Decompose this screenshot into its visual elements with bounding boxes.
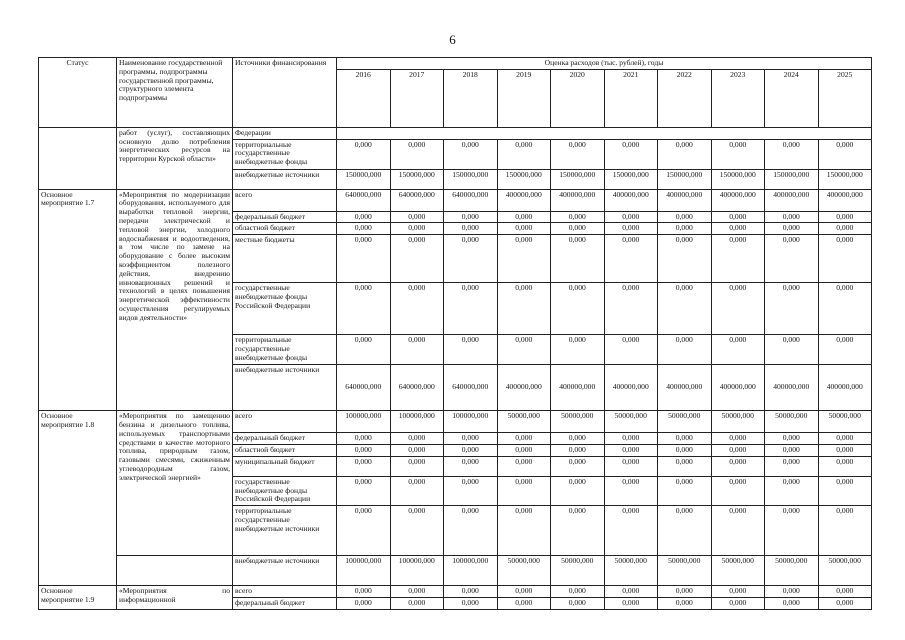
year-header: 2021 (604, 69, 658, 127)
value-cell: 400000,000 (818, 365, 872, 411)
value-cell: 0,000 (497, 223, 551, 235)
value-cell: 0,000 (711, 335, 765, 365)
source-cell: внебюджетные источники (233, 365, 337, 411)
value-cell: 0,000 (497, 476, 551, 505)
source-cell: внебюджетные источники (233, 169, 337, 189)
value-cell: 0,000 (390, 444, 444, 456)
value-cell: 0,000 (765, 223, 819, 235)
value-cell: 0,000 (497, 235, 551, 283)
value-cell: 0,000 (337, 597, 391, 609)
value-cell: 0,000 (658, 506, 712, 556)
value-cell: 100000,000 (390, 411, 444, 433)
value-cell: 0,000 (658, 476, 712, 505)
value-cell: 0,000 (765, 444, 819, 456)
value-cell: 0,000 (604, 476, 658, 505)
value-cell: 0,000 (604, 586, 658, 598)
value-cell: 50000,000 (711, 411, 765, 433)
header-estimate: Оценка расходов (тыс. рублей), годы (337, 58, 872, 70)
value-cell: 0,000 (337, 335, 391, 365)
value-cell: 0,000 (497, 433, 551, 445)
year-header: 2019 (497, 69, 551, 127)
value-cell: 640000,000 (390, 189, 444, 211)
value-cell: 0,000 (444, 456, 498, 476)
value-cell: 0,000 (444, 444, 498, 456)
value-cell: 400000,000 (711, 365, 765, 411)
value-cell: 0,000 (711, 283, 765, 335)
value-cell: 0,000 (818, 506, 872, 556)
source-cell: Федерации (233, 127, 337, 139)
year-header: 2024 (765, 69, 819, 127)
value-cell: 0,000 (551, 456, 605, 476)
source-cell: государственные внебюджетные фонды Российской Федерации (233, 283, 337, 335)
value-cell: 0,000 (497, 283, 551, 335)
header-name: Наименование государственной программы, подпрограммы государственной программы, структурного элемента подпрограммы (117, 58, 233, 128)
status-cell: Основное мероприятие 1.8 (39, 411, 117, 586)
value-cell: 0,000 (604, 506, 658, 556)
value-cell: 150000,000 (658, 169, 712, 189)
value-cell: 0,000 (444, 139, 498, 169)
value-cell: 0,000 (604, 235, 658, 283)
year-header: 2025 (818, 69, 872, 127)
source-cell: федеральный бюджет (233, 211, 337, 223)
value-cell: 0,000 (390, 586, 444, 598)
value-cell: 0,000 (497, 335, 551, 365)
value-cell: 0,000 (711, 223, 765, 235)
value-cell: 400000,000 (765, 365, 819, 411)
table-row (39, 189, 872, 211)
table-row (39, 586, 872, 598)
value-cell: 50000,000 (604, 411, 658, 433)
value-cell: 0,000 (551, 597, 605, 609)
value-cell: 0,000 (497, 597, 551, 609)
status-cell: Основное мероприятие 1.9 (39, 586, 117, 610)
value-cell: 400000,000 (658, 189, 712, 211)
measure-name: «Мероприятия по замещению бензина и дизельного топлива, используемых транспортными средствами в качестве моторного топлива, природным газом, газовыми смесями, сжиженным углеводородным газом, электрической энергией» (117, 411, 233, 556)
value-cell: 0,000 (711, 444, 765, 456)
value-cell: 0,000 (390, 335, 444, 365)
value-cell: 0,000 (711, 433, 765, 445)
year-header: 2020 (551, 69, 605, 127)
value-cell: 0,000 (551, 586, 605, 598)
value-cell: 0,000 (658, 223, 712, 235)
value-cell: 50000,000 (765, 411, 819, 433)
value-cell: 100000,000 (390, 556, 444, 586)
value-cell: 0,000 (337, 235, 391, 283)
value-cell: 0,000 (765, 335, 819, 365)
value-cell: 0,000 (444, 223, 498, 235)
value-cell: 0,000 (551, 444, 605, 456)
value-cell: 50000,000 (497, 411, 551, 433)
value-cell: 0,000 (818, 444, 872, 456)
year-header: 2017 (390, 69, 444, 127)
value-cell: 0,000 (390, 223, 444, 235)
value-cell: 0,000 (658, 335, 712, 365)
value-cell: 0,000 (658, 433, 712, 445)
value-cell: 50000,000 (711, 556, 765, 586)
status-cell: Основное мероприятие 1.7 (39, 189, 117, 411)
value-cell: 640000,000 (337, 365, 391, 411)
value-cell: 0,000 (551, 283, 605, 335)
value-cell: 50000,000 (765, 556, 819, 586)
value-cell: 50000,000 (818, 411, 872, 433)
page-number: 6 (449, 32, 456, 47)
value-cell: 400000,000 (765, 189, 819, 211)
value-cell: 0,000 (818, 335, 872, 365)
value-cell: 100000,000 (337, 556, 391, 586)
measure-name-empty (117, 556, 233, 586)
value-cell: 0,000 (337, 506, 391, 556)
value-cell: 150000,000 (765, 169, 819, 189)
value-cell: 0,000 (818, 211, 872, 223)
budget-table (38, 57, 872, 610)
value-cell: 0,000 (551, 223, 605, 235)
value-cell: 50000,000 (497, 556, 551, 586)
value-cell: 0,000 (337, 586, 391, 598)
value-cell: 0,000 (765, 433, 819, 445)
status-cell (39, 127, 117, 189)
value-cell: 0,000 (711, 506, 765, 556)
value-cell: 0,000 (818, 597, 872, 609)
source-cell: областной бюджет (233, 223, 337, 235)
value-cell: 0,000 (818, 476, 872, 505)
value-cell: 0,000 (390, 433, 444, 445)
value-cell: 400000,000 (818, 189, 872, 211)
value-cell: 50000,000 (604, 556, 658, 586)
value-cell: 0,000 (765, 597, 819, 609)
value-cell: 0,000 (711, 235, 765, 283)
value-cell: 0,000 (604, 335, 658, 365)
value-cell: 0,000 (444, 211, 498, 223)
source-cell: территориальные государственные внебюджетные фонды (233, 139, 337, 169)
table-row (39, 556, 872, 586)
table-row (39, 411, 872, 433)
value-cell: 0,000 (444, 433, 498, 445)
source-cell: всего (233, 189, 337, 211)
value-cell: 0,000 (551, 506, 605, 556)
value-cell: 0,000 (818, 235, 872, 283)
value-cell: 0,000 (337, 476, 391, 505)
value-cell: 0,000 (551, 335, 605, 365)
measure-name: «Мероприятия по модернизации оборудования, используемого для выработки тепловой энергии, передачи электрической и тепловой энергии, холодного водоснабжения и водоотведения, в том числе по замене на оборудование с более высоким коэффициентом полезного действия, внедрению инновационных решений и технологий в целях повышения энергетической эффективности осуществления регулируемых видов деятельности» (117, 189, 233, 411)
value-cell: 0,000 (444, 283, 498, 335)
value-cell: 0,000 (444, 235, 498, 283)
value-cell: 150000,000 (390, 169, 444, 189)
source-cell: территориальные государственные внебюджетные фонды (233, 335, 337, 365)
value-cell: 0,000 (711, 139, 765, 169)
value-cell: 0,000 (765, 506, 819, 556)
value-cell: 0,000 (604, 283, 658, 335)
value-cell: 150000,000 (711, 169, 765, 189)
value-cell: 0,000 (390, 456, 444, 476)
value-cell: 0,000 (497, 139, 551, 169)
value-cell: 0,000 (497, 506, 551, 556)
value-cell: 0,000 (604, 433, 658, 445)
value-cell: 0,000 (658, 211, 712, 223)
source-cell: всего (233, 411, 337, 433)
value-cell: 400000,000 (497, 189, 551, 211)
source-cell: всего (233, 586, 337, 598)
value-cell: 0,000 (390, 597, 444, 609)
source-cell: территориальные государственные внебюджетные источники (233, 506, 337, 556)
value-cell: 0,000 (818, 433, 872, 445)
table-row (39, 127, 872, 139)
value-cell: 0,000 (765, 211, 819, 223)
measure-name: работ (услуг), составляющих основную долю потребления энергетических ресурсов на территории Курской области» (117, 127, 233, 189)
value-cell: 0,000 (604, 597, 658, 609)
value-cell: 0,000 (551, 476, 605, 505)
value-cell: 0,000 (337, 283, 391, 335)
value-cell: 0,000 (711, 456, 765, 476)
value-cell: 400000,000 (551, 189, 605, 211)
value-cell: 0,000 (658, 586, 712, 598)
value-cell: 0,000 (390, 211, 444, 223)
value-cell: 0,000 (658, 597, 712, 609)
value-cell: 0,000 (658, 444, 712, 456)
value-cell: 400000,000 (551, 365, 605, 411)
source-cell: государственные внебюджетные фонды Российской Федерации (233, 476, 337, 505)
value-cell: 50000,000 (658, 411, 712, 433)
source-cell: областной бюджет (233, 444, 337, 456)
source-cell: внебюджетные источники (233, 556, 337, 586)
header-row (39, 58, 872, 70)
value-cell: 0,000 (551, 235, 605, 283)
value-cell: 640000,000 (444, 189, 498, 211)
value-cell: 0,000 (551, 211, 605, 223)
value-cell: 50000,000 (551, 411, 605, 433)
source-cell: федеральный бюджет (233, 597, 337, 609)
value-cell: 0,000 (765, 235, 819, 283)
value-cell: 100000,000 (444, 411, 498, 433)
empty-values (337, 127, 872, 139)
value-cell: 0,000 (765, 139, 819, 169)
source-cell: местные бюджеты (233, 235, 337, 283)
value-cell: 0,000 (765, 586, 819, 598)
value-cell: 0,000 (658, 139, 712, 169)
value-cell: 0,000 (444, 476, 498, 505)
value-cell: 0,000 (551, 139, 605, 169)
value-cell: 640000,000 (390, 365, 444, 411)
source-cell: муниципальный бюджет (233, 456, 337, 476)
value-cell: 150000,000 (497, 169, 551, 189)
value-cell: 0,000 (337, 444, 391, 456)
value-cell: 0,000 (818, 456, 872, 476)
value-cell: 150000,000 (604, 169, 658, 189)
value-cell: 0,000 (604, 456, 658, 476)
value-cell: 150000,000 (444, 169, 498, 189)
value-cell: 0,000 (711, 476, 765, 505)
value-cell: 0,000 (444, 586, 498, 598)
value-cell: 0,000 (818, 223, 872, 235)
value-cell: 100000,000 (444, 556, 498, 586)
value-cell: 0,000 (444, 597, 498, 609)
value-cell: 0,000 (337, 433, 391, 445)
value-cell: 50000,000 (551, 556, 605, 586)
value-cell: 0,000 (390, 476, 444, 505)
value-cell: 0,000 (765, 456, 819, 476)
value-cell: 0,000 (604, 444, 658, 456)
value-cell: 0,000 (658, 456, 712, 476)
value-cell: 0,000 (604, 223, 658, 235)
value-cell: 0,000 (497, 586, 551, 598)
value-cell: 0,000 (658, 235, 712, 283)
year-header: 2023 (711, 69, 765, 127)
value-cell: 150000,000 (337, 169, 391, 189)
value-cell: 0,000 (390, 235, 444, 283)
value-cell: 640000,000 (337, 189, 391, 211)
value-cell: 0,000 (337, 139, 391, 169)
value-cell: 0,000 (444, 506, 498, 556)
value-cell: 0,000 (497, 444, 551, 456)
header-source: Источники финансирования (233, 58, 337, 128)
value-cell: 0,000 (390, 283, 444, 335)
value-cell: 0,000 (390, 139, 444, 169)
value-cell: 400000,000 (604, 189, 658, 211)
value-cell: 50000,000 (658, 556, 712, 586)
value-cell: 0,000 (818, 283, 872, 335)
value-cell: 100000,000 (337, 411, 391, 433)
year-header: 2018 (444, 69, 498, 127)
year-header: 2022 (658, 69, 712, 127)
value-cell: 0,000 (497, 456, 551, 476)
value-cell: 150000,000 (551, 169, 605, 189)
value-cell: 0,000 (390, 506, 444, 556)
year-header: 2016 (337, 69, 391, 127)
value-cell: 0,000 (711, 586, 765, 598)
value-cell: 0,000 (765, 283, 819, 335)
value-cell: 0,000 (604, 139, 658, 169)
value-cell: 400000,000 (604, 365, 658, 411)
value-cell: 50000,000 (818, 556, 872, 586)
value-cell: 0,000 (497, 211, 551, 223)
value-cell: 0,000 (551, 433, 605, 445)
value-cell: 0,000 (658, 283, 712, 335)
value-cell: 0,000 (337, 211, 391, 223)
value-cell: 640000,000 (444, 365, 498, 411)
value-cell: 0,000 (818, 139, 872, 169)
value-cell: 0,000 (711, 597, 765, 609)
value-cell: 0,000 (711, 211, 765, 223)
value-cell: 0,000 (444, 335, 498, 365)
value-cell: 0,000 (818, 586, 872, 598)
value-cell: 400000,000 (711, 189, 765, 211)
value-cell: 0,000 (337, 223, 391, 235)
value-cell: 400000,000 (658, 365, 712, 411)
value-cell: 150000,000 (818, 169, 872, 189)
value-cell: 0,000 (765, 476, 819, 505)
value-cell: 0,000 (604, 211, 658, 223)
source-cell: федеральный бюджет (233, 433, 337, 445)
value-cell: 400000,000 (497, 365, 551, 411)
header-status: Статус (39, 58, 117, 128)
measure-name: «Мероприятия по информационной (117, 586, 233, 610)
value-cell: 0,000 (337, 456, 391, 476)
